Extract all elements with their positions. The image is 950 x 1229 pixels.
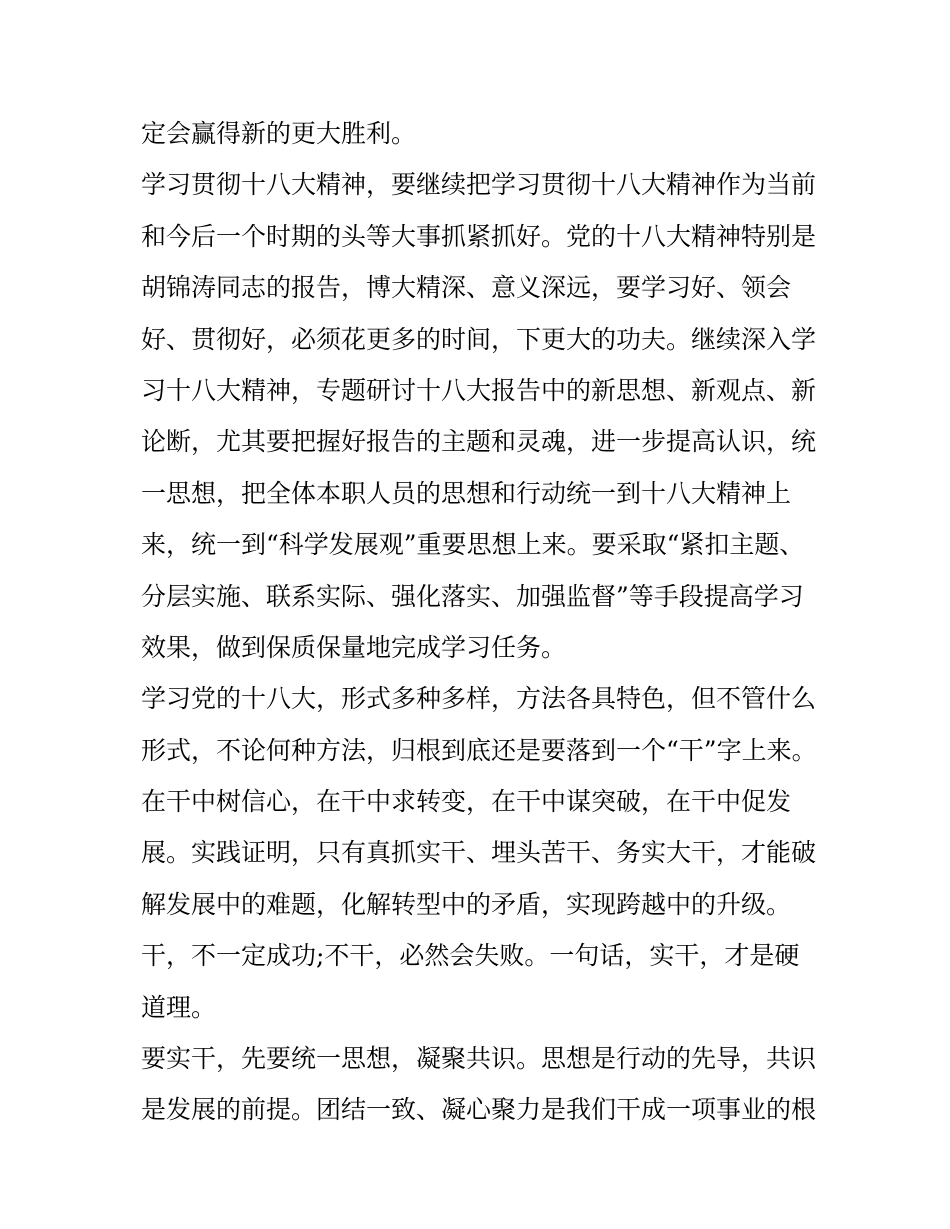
text-line-18: 道理。 (141, 992, 217, 1022)
text-line-14: 在干中树信心，在干中求转变，在干中谋突破，在干中促发 (141, 787, 792, 817)
text-line-20: 是发展的前提。团结一致、凝心聚力是我们干成一项事业的根 (141, 1095, 817, 1125)
text-line-15: 展。实践证明，只有真抓实干、埋头苦干、务实大干，才能破 (141, 838, 817, 868)
text-line-1: 定会赢得新的更大胜利。 (141, 119, 417, 148)
text-line-4: 胡锦涛同志的报告，博大精深、意义深远，要学习好、领会 (141, 273, 792, 303)
text-line-2: 学习贯彻十八大精神，要继续把学习贯彻十八大精神作为当前 (141, 170, 817, 200)
text-line-6: 习十八大精神，专题研讨十八大报告中的新思想、新观点、新 (141, 375, 817, 405)
text-line-5: 好、贯彻好，必须花更多的时间，下更大的功夫。继续深入学 (141, 324, 817, 354)
body-text (141, 108, 821, 1136)
text-line-13: 形式，不论何种方法，归根到底还是要落到一个“干”字上来。 (141, 735, 817, 765)
text-line-11: 效果，做到保质保量地完成学习任务。 (141, 632, 567, 662)
text-line-10: 分层实施、联系实际、强化落实、加强监督”等手段提高学习 (141, 581, 804, 611)
text-line-9: 来，统一到“科学发展观”重要思想上来。要采取“紧扣主题、 (141, 530, 805, 560)
text-line-8: 一思想，把全体本职人员的思想和行动统一到十八大精神上 (141, 478, 792, 508)
text-line-16: 解发展中的难题，化解转型中的矛盾，实现跨越中的升级。 (141, 889, 792, 919)
text-line-3: 和今后一个时期的头等大事抓紧抓好。党的十八大精神特别是 (141, 221, 817, 251)
text-line-19: 要实干，先要统一思想，凝聚共识。思想是行动的先导，共识 (141, 1044, 817, 1074)
text-line-17: 干，不一定成功;不干，必然会失败。一句话，实干，才是硬 (141, 941, 800, 971)
text-line-7: 论断，尤其要把握好报告的主题和灵魂，进一步提高认识，统 (141, 427, 817, 457)
text-line-12: 学习党的十八大，形式多种多样，方法各具特色，但不管什么 (141, 684, 817, 714)
